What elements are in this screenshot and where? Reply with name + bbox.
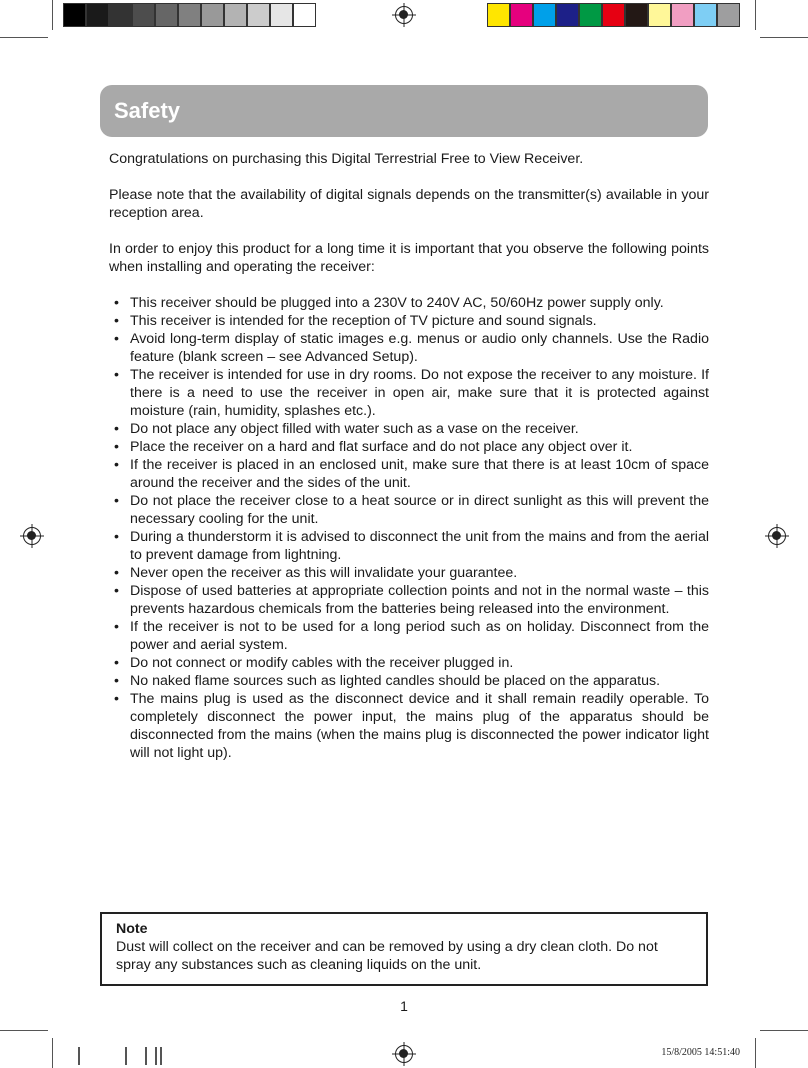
color-swatch — [178, 3, 201, 27]
note-title: Note — [116, 921, 148, 937]
barcode-mark — [160, 1047, 162, 1065]
grayscale-color-bar — [63, 3, 316, 27]
color-swatch — [533, 3, 556, 27]
print-timestamp: 15/8/2005 14:51:40 — [661, 1047, 740, 1058]
list-item: • Never open the receiver as this will invalidate your guarantee. — [109, 564, 709, 582]
section-header — [100, 85, 708, 137]
list-item: • Dispose of used batteries at appropriate collection points and not in the normal waste – this prevents hazardous chemicals from the batteries being released into the environment. — [109, 582, 709, 618]
crop-mark — [0, 1030, 48, 1031]
crop-mark — [0, 37, 48, 38]
barcode-mark — [78, 1047, 80, 1065]
registration-mark-icon — [768, 527, 786, 545]
section-title: Safety — [114, 98, 181, 123]
list-item: • Do not place any object filled with water such as a vase on the receiver. — [109, 420, 709, 438]
list-item: • The receiver is intended for use in dry rooms. Do not expose the receiver to any moisture. If there is a need to use the receiver in open air, make sure that it is protected against moisture (rain, humidity, splashes etc.). — [109, 366, 709, 420]
color-swatch — [293, 3, 316, 27]
registration-mark-icon — [395, 1045, 413, 1063]
color-swatch — [556, 3, 579, 27]
registration-mark-icon — [23, 527, 41, 545]
list-item: • During a thunderstorm it is advised to disconnect the unit from the mains and from the aerial to prevent damage from lightning. — [109, 528, 709, 564]
intro-paragraph: Congratulations on purchasing this Digital Terrestrial Free to View Receiver. — [109, 151, 584, 167]
crop-mark — [755, 1038, 756, 1068]
color-swatch — [201, 3, 224, 27]
list-item: • This receiver should be plugged into a 230V to 240V AC, 50/60Hz power supply only. — [109, 294, 709, 312]
color-swatch — [694, 3, 717, 27]
color-swatch — [625, 3, 648, 27]
list-item: • Do not place the receiver close to a heat source or in direct sunlight as this will prevent the necessary cooling for the unit. — [109, 492, 709, 528]
color-swatch — [717, 3, 740, 27]
color-swatch — [671, 3, 694, 27]
color-swatch — [579, 3, 602, 27]
list-item: • Place the receiver on a hard and flat surface and do not place any object over it. — [109, 438, 709, 456]
barcode-mark — [145, 1047, 147, 1065]
color-swatch — [510, 3, 533, 27]
crop-mark — [52, 0, 53, 30]
color-swatch — [109, 3, 132, 27]
color-swatch — [63, 3, 86, 27]
crop-mark — [755, 0, 756, 30]
color-swatch — [648, 3, 671, 27]
list-item: • Do not connect or modify cables with the receiver plugged in. — [109, 654, 709, 672]
color-swatch — [487, 3, 510, 27]
registration-mark-icon — [395, 6, 413, 24]
safety-content — [109, 150, 709, 762]
color-swatch — [247, 3, 270, 27]
color-swatch — [155, 3, 178, 27]
note-text: Dust will collect on the receiver and can be removed by using a dry clean cloth. Do not spray any substances such as cleaning liquids on the unit. — [116, 939, 658, 973]
intro-paragraph: Please note that the availability of digital signals depends on the transmitter(s) available in your reception area. — [109, 187, 709, 221]
color-swatch — [270, 3, 293, 27]
list-item: • Avoid long-term display of static images e.g. menus or audio only channels. Use the Radio feature (blank screen – see Advanced Setup). — [109, 330, 709, 366]
list-item: • If the receiver is not to be used for a long period such as on holiday. Disconnect from the power and aerial system. — [109, 618, 709, 654]
color-swatch — [224, 3, 247, 27]
color-swatch — [132, 3, 155, 27]
crop-mark — [52, 1038, 53, 1068]
cmyk-color-bar — [487, 3, 740, 27]
color-swatch — [602, 3, 625, 27]
intro-paragraph: In order to enjoy this product for a long time it is important that you observe the following points when installing and operating the receiver: — [109, 241, 709, 275]
list-item: • If the receiver is placed in an enclosed unit, make sure that there is at least 10cm of space around the receiver and the sides of the unit. — [109, 456, 709, 492]
list-item: • The mains plug is used as the disconnect device and it shall remain readily operable. To completely disconnect the power input, the mains plug of the apparatus should be disconnected from the mains (when the mains plug is disconnected the power indicator light will not light up). — [109, 690, 709, 762]
safety-points-list — [109, 294, 709, 762]
note-box — [100, 912, 708, 986]
list-item: • No naked flame sources such as lighted candles should be placed on the apparatus. — [109, 672, 709, 690]
crop-mark — [760, 1030, 808, 1031]
list-item: • This receiver is intended for the reception of TV picture and sound signals. — [109, 312, 709, 330]
crop-mark — [760, 37, 808, 38]
barcode-mark — [125, 1047, 127, 1065]
color-swatch — [86, 3, 109, 27]
page-number: 1 — [400, 998, 408, 1014]
barcode-mark — [155, 1047, 157, 1065]
